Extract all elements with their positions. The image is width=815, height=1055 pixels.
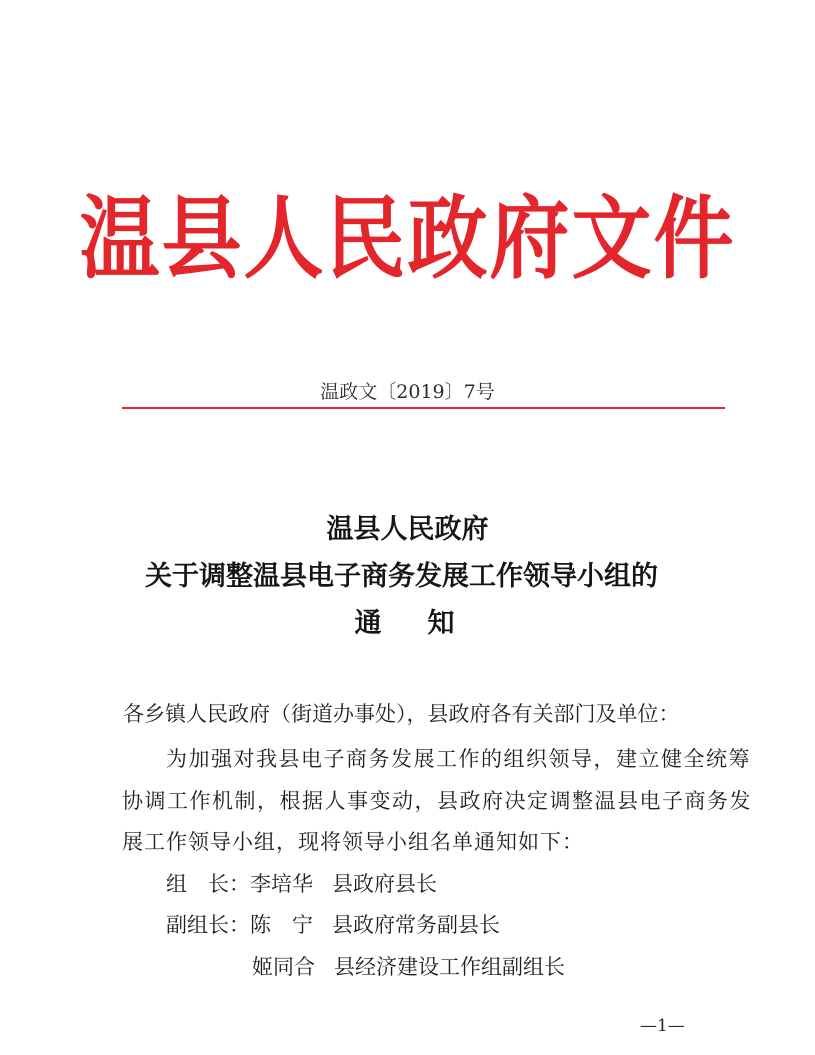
member-row [166,869,437,899]
document-number: 温政文〔2019〕7号 [320,381,495,403]
member-name: 姬同合 [252,955,315,979]
member-role: 副组长： [166,913,250,937]
paragraph-line-3: 展工作领导小组，现将领导小组名单通知如下： [122,830,584,854]
member-title: 县政府县长 [332,872,437,896]
member-name: 李培华 [250,872,313,896]
notice-title-line-1: 温县人民政府 [326,514,489,545]
member-row [166,910,500,940]
member-name: 陈 宁 [250,913,313,937]
member-title: 县经济建设工作组副组长 [334,955,565,979]
member-role: 组 长： [166,872,250,896]
salutation: 各乡镇人民政府（街道办事处），县政府各有关部门及单位： [123,702,680,726]
red-divider-line [122,407,725,409]
member-title: 县政府常务副县长 [332,913,500,937]
member-row [252,952,565,982]
paragraph-line-1: 为加强对我县电子商务发展工作的组织领导，建立健全统筹 [166,747,751,771]
document-header-title: 温县人民政府文件 [79,185,736,291]
notice-title-line-3: 通知 [354,608,501,639]
notice-title-line-2: 关于调整温县电子商务发展工作领导小组的 [145,561,658,592]
page-number: —1— [640,1016,685,1036]
paragraph-line-2: 协调工作机制，根据人事变动，县政府决定调整温县电子商务发 [122,789,752,813]
